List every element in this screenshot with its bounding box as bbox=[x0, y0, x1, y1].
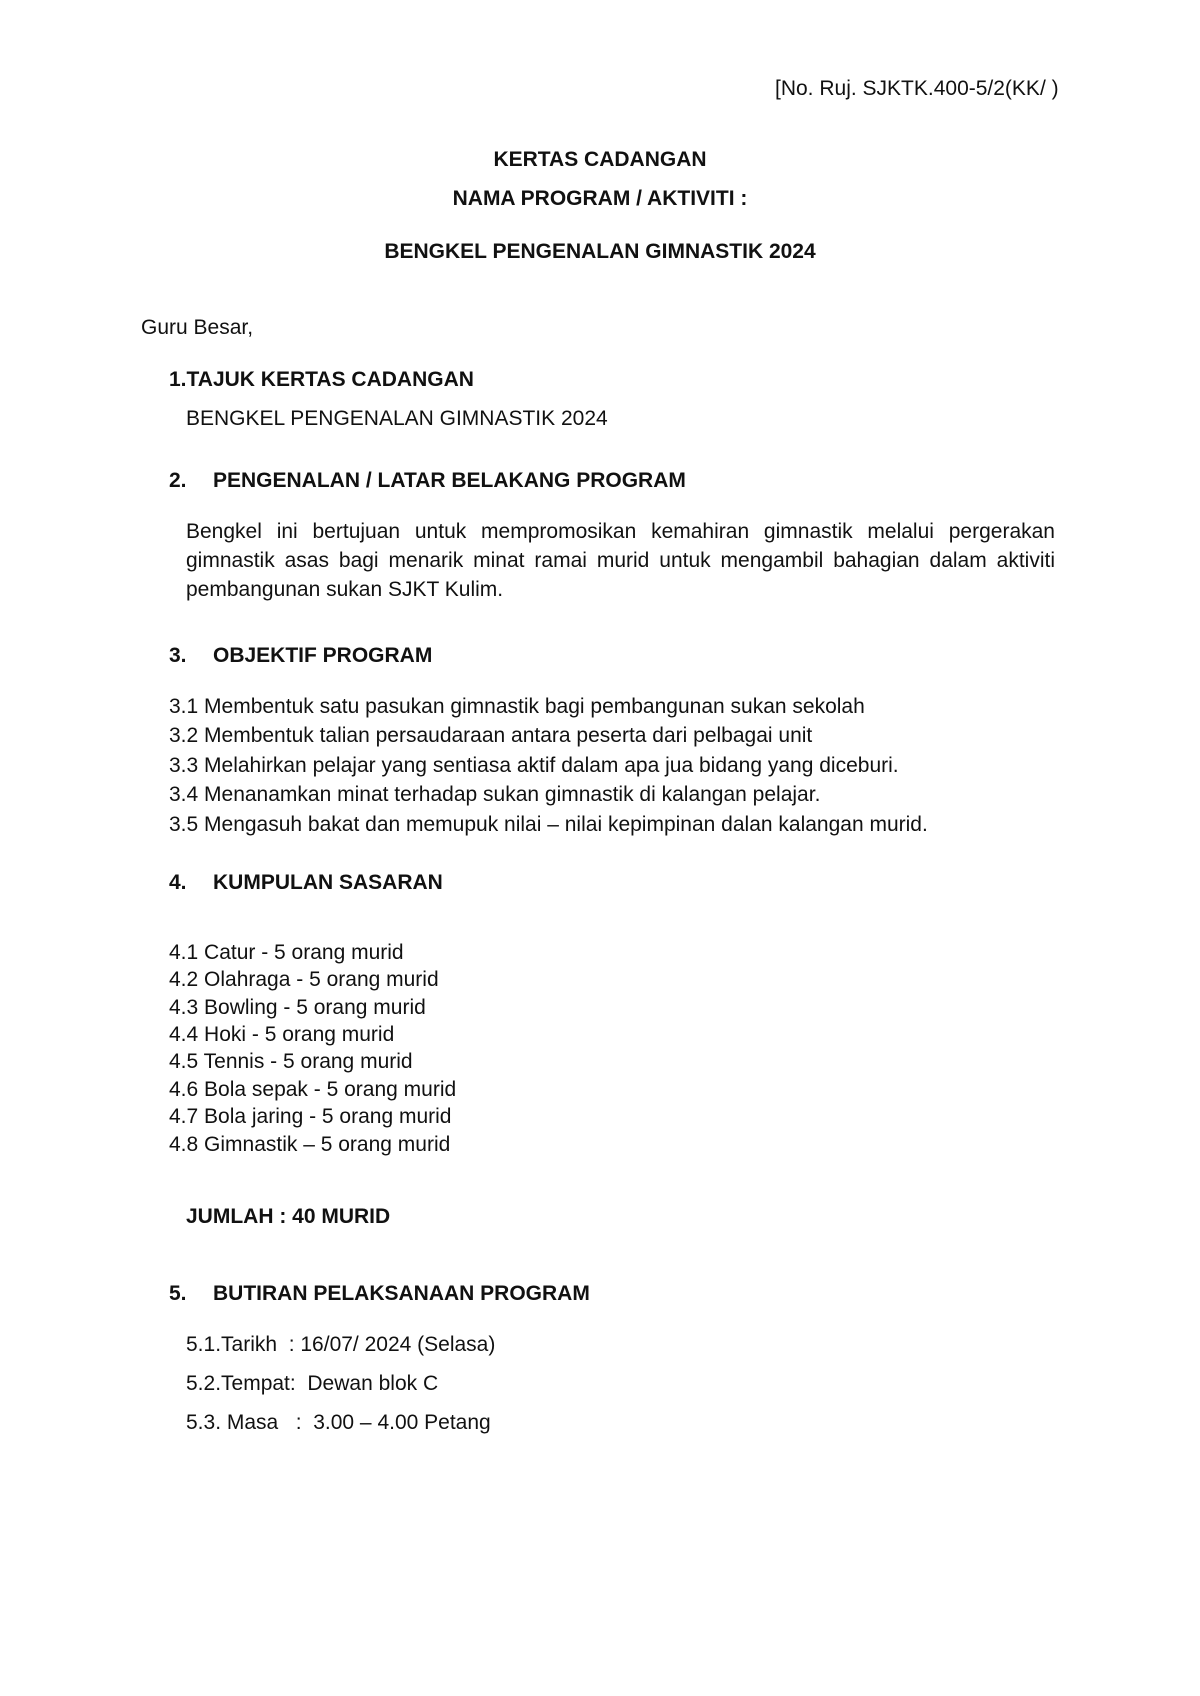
target-group-item: 4.4 Hoki - 5 orang murid bbox=[169, 1023, 395, 1046]
objective-item: 3.5 Mengasuh bakat dan memupuk nilai – nilai kepimpinan dalan kalangan murid. bbox=[169, 813, 928, 836]
objective-item: 3.2 Membentuk talian persaudaraan antara peserta dari pelbagai unit bbox=[169, 724, 813, 747]
section-1-heading bbox=[169, 367, 474, 393]
reference-number: [No. Ruj. SJKTK.400-5/2(KK/ ) bbox=[775, 77, 1059, 100]
salutation: Guru Besar, bbox=[141, 316, 254, 339]
section-1-title: TAJUK KERTAS CADANGAN bbox=[186, 368, 474, 391]
document-title: KERTAS CADANGAN bbox=[493, 148, 707, 171]
section-3-number: 3. bbox=[169, 644, 187, 667]
target-group-item: 4.6 Bola sepak - 5 orang murid bbox=[169, 1078, 457, 1101]
objective-item: 3.3 Melahirkan pelajar yang sentiasa aktif dalam apa jua bidang yang diceburi. bbox=[169, 754, 899, 777]
program-detail-venue: 5.2.Tempat: Dewan blok C bbox=[186, 1372, 439, 1395]
section-1-number: 1. bbox=[169, 368, 187, 391]
target-group-item: 4.3 Bowling - 5 orang murid bbox=[169, 996, 426, 1019]
section-2-heading: PENGENALAN / LATAR BELAKANG PROGRAM bbox=[213, 469, 686, 492]
objective-item: 3.4 Menanamkan minat terhadap sukan gimnastik di kalangan pelajar. bbox=[169, 783, 821, 806]
target-group-item: 4.8 Gimnastik – 5 orang murid bbox=[169, 1133, 451, 1156]
program-label: NAMA PROGRAM / AKTIVITI : bbox=[452, 187, 748, 210]
section-4-heading: KUMPULAN SASARAN bbox=[213, 871, 443, 894]
total-participants: JUMLAH : 40 MURID bbox=[186, 1205, 391, 1228]
section-5-number: 5. bbox=[169, 1282, 187, 1305]
program-detail-date: 5.1.Tarikh : 16/07/ 2024 (Selasa) bbox=[186, 1333, 496, 1356]
section-2-paragraph: Bengkel ini bertujuan untuk mempromosikan kemahiran gimnastik melalui pergerakan gimnastik asas bagi menarik minat ramai murid untuk mengambil bahagian dalam aktiviti pembangunan sukan SJKT Kulim. bbox=[186, 520, 1055, 601]
program-detail-time: 5.3. Masa : 3.00 – 4.00 Petang bbox=[186, 1411, 491, 1434]
section-3-heading: OBJEKTIF PROGRAM bbox=[213, 644, 433, 667]
target-group-item: 4.1 Catur - 5 orang murid bbox=[169, 941, 404, 964]
section-5-heading: BUTIRAN PELAKSANAAN PROGRAM bbox=[213, 1282, 590, 1305]
section-1-content: BENGKEL PENGENALAN GIMNASTIK 2024 bbox=[186, 407, 608, 430]
objective-item: 3.1 Membentuk satu pasukan gimnastik bagi pembangunan sukan sekolah bbox=[169, 695, 865, 718]
target-group-item: 4.5 Tennis - 5 orang murid bbox=[169, 1050, 413, 1073]
target-group-item: 4.2 Olahraga - 5 orang murid bbox=[169, 968, 439, 991]
section-4-number: 4. bbox=[169, 871, 187, 894]
program-name: BENGKEL PENGENALAN GIMNASTIK 2024 bbox=[384, 240, 816, 263]
target-group-item: 4.7 Bola jaring - 5 orang murid bbox=[169, 1105, 452, 1128]
section-2-number: 2. bbox=[169, 469, 187, 492]
